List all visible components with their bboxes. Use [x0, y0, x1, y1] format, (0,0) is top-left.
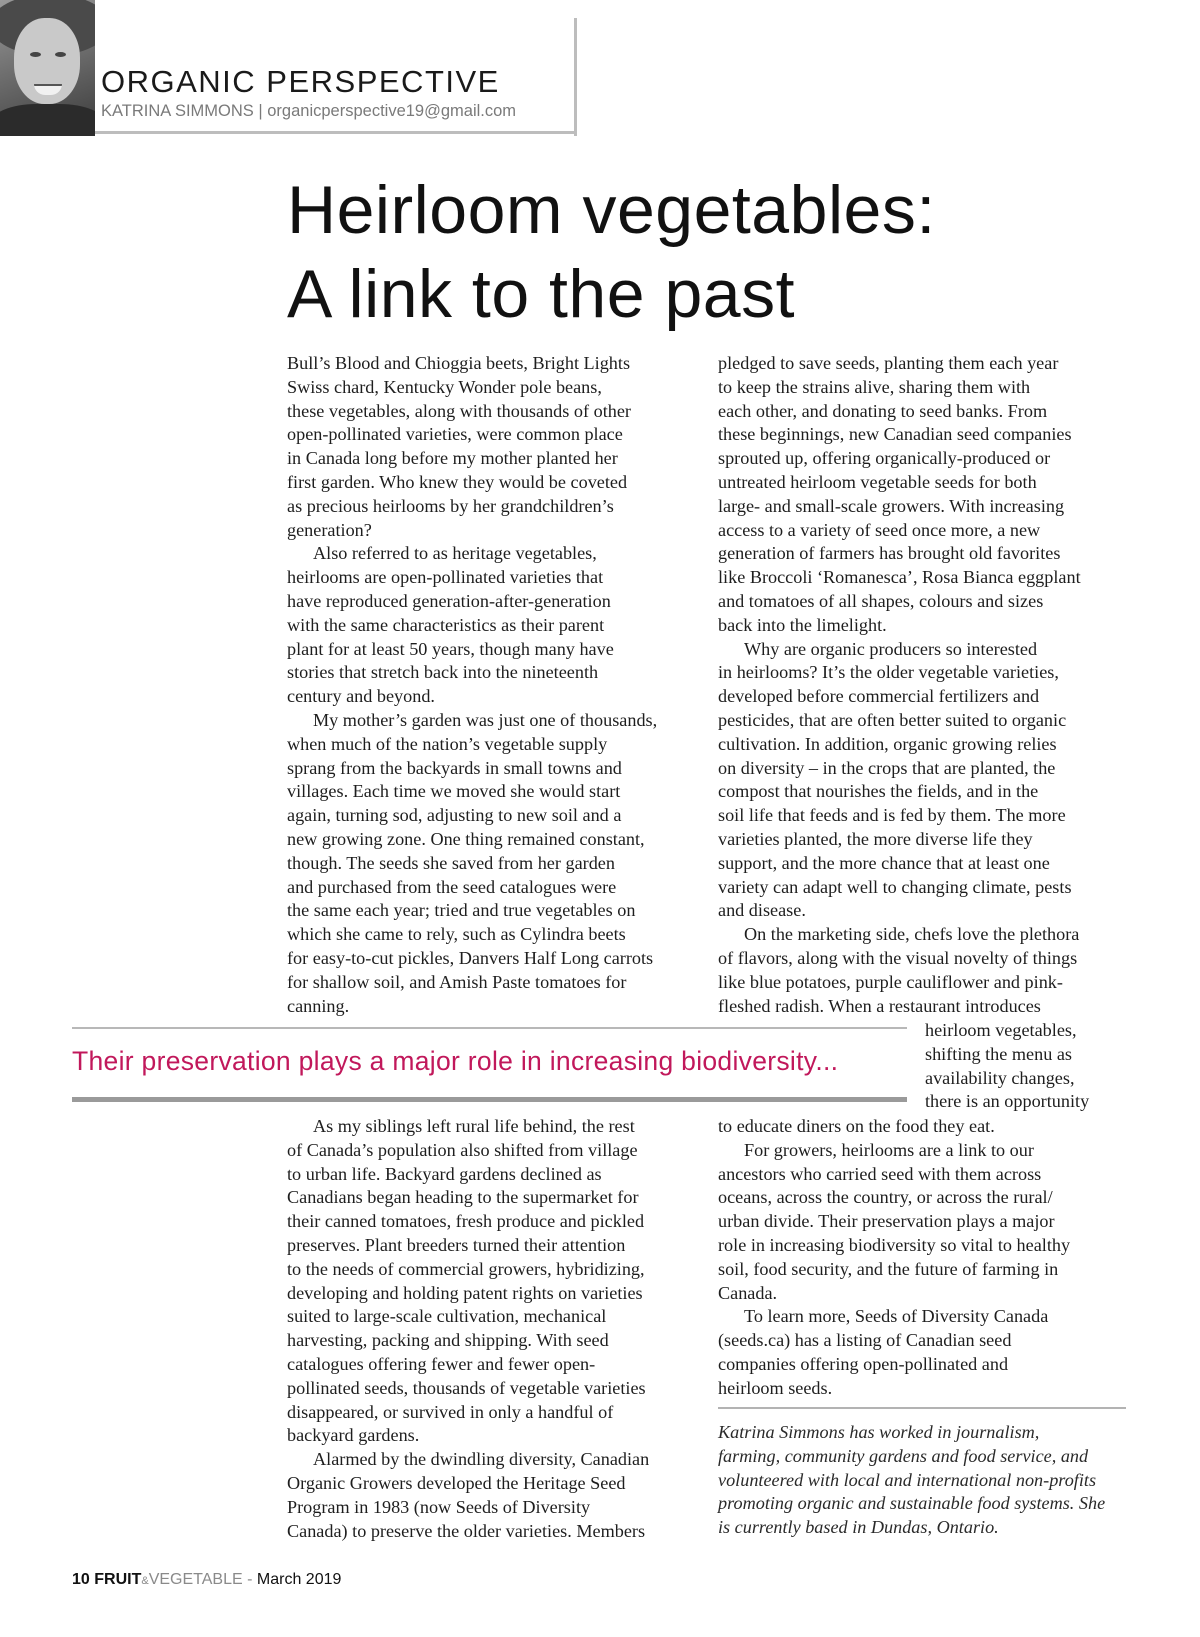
text-line: plant for at least 50 years, though many have — [287, 638, 614, 659]
text-line: these vegetables, along with thousands of other — [287, 400, 631, 421]
text-line: and disease. — [718, 900, 806, 921]
text-line: Alarmed by the dwindling diversity, Canadian — [313, 1449, 650, 1470]
text-line: availability changes, — [925, 1067, 1075, 1088]
text-line: first garden. Who knew they would be coveted — [287, 471, 628, 492]
text-line: Canada. — [718, 1282, 778, 1303]
text-line: stories that stretch back into the nineteenth — [287, 662, 599, 683]
text-line: Canada) to preserve the older varieties. Members — [287, 1520, 646, 1541]
text-line: pollinated seeds, thousands of vegetable varieties — [287, 1377, 646, 1398]
text-line: in Canada long before my mother planted her — [287, 448, 618, 469]
text-line: open-pollinated varieties, were common place — [287, 424, 623, 445]
text-line: to educate diners on the food they eat. — [718, 1116, 995, 1136]
text-line: for shallow soil, and Amish Paste tomatoes for — [287, 971, 627, 992]
issue-date: March 2019 — [256, 1571, 342, 1588]
footer-separator: - — [242, 1571, 257, 1588]
text-line: developing and holding patent rights on varieties — [287, 1282, 643, 1303]
text-line: sprang from the backyards in small towns and — [287, 757, 622, 778]
text-line: compost that nourishes the fields, and in the — [718, 781, 1039, 802]
text-line: of flavors, along with the visual novelty of things — [718, 947, 1078, 968]
text-line: On the marketing side, chefs love the plethora — [744, 924, 1080, 945]
text-line: shifting the menu as — [925, 1043, 1072, 1064]
text-line: volunteered with local and international non-profits — [718, 1469, 1097, 1490]
headline-line-1: Heirloom vegetables: — [287, 172, 936, 248]
text-line: and tomatoes of all shapes, colours and sizes — [718, 590, 1044, 611]
bio-divider — [718, 1407, 1126, 1409]
text-line: canning. — [287, 995, 350, 1016]
text-line: untreated heirloom vegetable seeds for both — [718, 471, 1037, 492]
text-line: heirloom seeds. — [718, 1377, 833, 1398]
text-line: Also referred to as heritage vegetables, — [313, 543, 597, 564]
text-line: Canadians began heading to the supermarket for — [287, 1187, 639, 1208]
text-line: their canned tomatoes, fresh produce and pickled — [287, 1211, 645, 1232]
text-line: is currently based in Dundas, Ontario. — [718, 1517, 999, 1538]
text-line: which she came to rely, such as Cylindra beets — [287, 924, 626, 945]
column-2-wrap-text — [925, 1019, 1089, 1114]
text-line: Katrina Simmons has worked in journalism, — [718, 1422, 1040, 1442]
headline-line-2: A link to the past — [287, 256, 795, 332]
author-bio — [718, 1421, 1105, 1540]
text-line: though. The seeds she saved from her garden — [287, 852, 615, 873]
text-line: heirloom vegetables, — [925, 1020, 1077, 1040]
text-line: these beginnings, new Canadian seed companies — [718, 424, 1072, 445]
text-line: heirlooms are open-pollinated varieties that — [287, 567, 604, 588]
text-line: farming, community gardens and food service, and — [718, 1445, 1089, 1466]
text-line: the same each year; tried and true vegetables on — [287, 900, 636, 921]
pull-quote: Their preservation plays a major role in increasing biodiversity... — [72, 1046, 839, 1076]
text-line: pesticides, that are often better suited to organic — [718, 709, 1067, 730]
text-line: support, and the more chance that at least one — [718, 852, 1050, 873]
text-line: harvesting, packing and shipping. With seed — [287, 1330, 609, 1351]
text-line: Program in 1983 (now Seeds of Diversity — [287, 1496, 591, 1517]
text-line: developed before commercial fertilizers and — [718, 686, 1040, 707]
text-line: to the needs of commercial growers, hybridizing, — [287, 1258, 645, 1279]
author-byline: KATRINA SIMMONS | organicperspective19@gmail.com — [101, 102, 517, 120]
text-line: My mother’s garden was just one of thousands, — [313, 709, 658, 730]
text-line: on diversity – in the crops that are planted, the — [718, 757, 1056, 778]
text-line: back into the limelight. — [718, 614, 887, 635]
text-line: soil life that feeds and is fed by them. The more — [718, 805, 1066, 826]
text-line: to keep the strains alive, sharing them with — [718, 376, 1031, 397]
text-line: fleshed radish. When a restaurant introduces — [718, 995, 1041, 1016]
text-line: again, turning sod, adjusting to new soil and a — [287, 805, 622, 826]
text-line: have reproduced generation-after-generation — [287, 590, 611, 611]
magazine-name-ampersand: & — [141, 1575, 149, 1587]
text-line: preserves. Plant breeders turned their attention — [287, 1234, 626, 1255]
text-line: with the same characteristics as their parent — [287, 614, 605, 635]
text-line: pledged to save seeds, planting them each year — [718, 353, 1059, 373]
text-line: catalogues offering fewer and fewer open- — [287, 1353, 596, 1374]
text-line: variety can adapt well to changing climate, pests — [718, 876, 1072, 897]
header-divider-vertical — [574, 18, 577, 136]
text-line: As my siblings left rural life behind, the rest — [313, 1116, 635, 1136]
text-line: companies offering open-pollinated and — [718, 1353, 1009, 1374]
pull-quote-rule-bottom — [72, 1097, 907, 1102]
column-2-top-text — [718, 352, 1081, 1018]
text-line: suited to large-scale cultivation, mechanical — [287, 1306, 607, 1327]
text-line: Bull’s Blood and Chioggia beets, Bright Lights — [287, 353, 631, 373]
text-line: in heirlooms? It’s the older vegetable varieties, — [718, 662, 1059, 683]
text-line: role in increasing biodiversity so vital to healthy — [718, 1234, 1071, 1255]
text-line: villages. Each time we moved she would start — [287, 781, 621, 802]
text-line: oceans, across the country, or across the rural/ — [718, 1187, 1053, 1208]
text-line: cultivation. In addition, organic growing relies — [718, 733, 1057, 754]
text-line: For growers, heirlooms are a link to our — [744, 1139, 1034, 1160]
text-line: like Broccoli ‘Romanesca’, Rosa Bianca eggplant — [718, 567, 1081, 588]
article-headline — [287, 168, 1187, 336]
text-line: disappeared, or survived in only a handful of — [287, 1401, 614, 1422]
text-line: Why are organic producers so interested — [744, 638, 1038, 659]
text-line: To learn more, Seeds of Diversity Canada — [744, 1306, 1049, 1327]
text-line: access to a variety of seed once more, a new — [718, 519, 1041, 540]
text-line: varieties planted, the more diverse life they — [718, 828, 1033, 849]
text-line: urban divide. Their preservation plays a major — [718, 1211, 1055, 1232]
text-line: century and beyond. — [287, 686, 435, 707]
pull-quote-rule-top — [72, 1027, 907, 1029]
text-line: ancestors who carried seed with them across — [718, 1163, 1042, 1184]
column-2-continued-text — [718, 1115, 1070, 1401]
text-line: for easy-to-cut pickles, Danvers Half Long carrots — [287, 947, 654, 968]
text-line: Organic Growers developed the Heritage Seed — [287, 1472, 626, 1493]
text-line: new growing zone. One thing remained constant, — [287, 828, 645, 849]
text-line: each other, and donating to seed banks. From — [718, 400, 1048, 421]
text-line: generation? — [287, 519, 372, 540]
text-line: of Canada’s population also shifted from village — [287, 1139, 638, 1160]
text-line: sprouted up, offering organically-produced or — [718, 448, 1051, 469]
column-1-top-text — [287, 352, 657, 1018]
text-line: soil, food security, and the future of farming in — [718, 1258, 1059, 1279]
text-line: when much of the nation’s vegetable supply — [287, 733, 608, 754]
page-footer — [72, 1571, 341, 1589]
text-line: generation of farmers has brought old favorites — [718, 543, 1061, 564]
column-title: ORGANIC PERSPECTIVE — [101, 64, 500, 99]
text-line: (seeds.ca) has a listing of Canadian seed — [718, 1330, 1012, 1351]
text-line: to urban life. Backyard gardens declined as — [287, 1163, 602, 1184]
text-line: and purchased from the seed catalogues were — [287, 876, 617, 897]
column-1-bottom-text — [287, 1115, 649, 1543]
text-line: there is an opportunity — [925, 1091, 1090, 1112]
author-photo — [0, 0, 95, 136]
magazine-name-vegetable: VEGETABLE — [148, 1571, 243, 1588]
header-divider-horizontal — [95, 131, 577, 134]
text-line: large- and small-scale growers. With increasing — [718, 495, 1065, 516]
text-line: as precious heirlooms by her grandchildren’s — [287, 495, 614, 516]
magazine-name-fruit: FRUIT — [94, 1571, 142, 1588]
text-line: backyard gardens. — [287, 1425, 420, 1446]
text-line: promoting organic and sustainable food systems. She — [718, 1493, 1106, 1514]
text-line: like blue potatoes, purple cauliflower and pink- — [718, 971, 1063, 992]
text-line: Swiss chard, Kentucky Wonder pole beans, — [287, 376, 602, 397]
page-number: 10 — [72, 1571, 90, 1588]
